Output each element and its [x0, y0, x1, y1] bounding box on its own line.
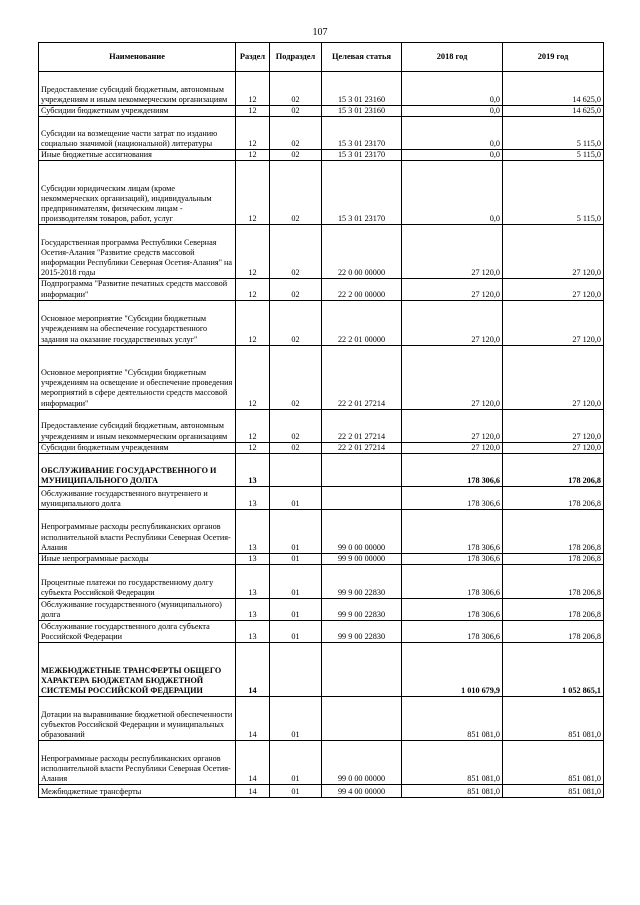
- cell-name: Предоставление субсидий бюджетным, автономным учреждениям и иным некоммерческим организациям: [39, 72, 236, 106]
- cell-2019: 5 115,0: [503, 117, 604, 150]
- cell-name: Основное мероприятие "Субсидии бюджетным учреждениям на освещение и обеспечение проведения мероприятий в сфере деятельности средств массовой информации": [39, 345, 236, 409]
- cell-2019: 851 081,0: [503, 785, 604, 798]
- table-row: [39, 72, 604, 106]
- cell-statya: 22 2 00 00000: [322, 279, 402, 300]
- column-header-podrazdel: Подраздел: [270, 43, 322, 72]
- cell-2019: 27 120,0: [503, 442, 604, 453]
- cell-statya: 99 4 00 00000: [322, 785, 402, 798]
- cell-2019: 27 120,0: [503, 225, 604, 279]
- cell-statya: 15 3 01 23160: [322, 72, 402, 106]
- cell-2019: 178 206,8: [503, 565, 604, 599]
- cell-name: Субсидии юридическим лицам (кроме некоммерческих организаций), индивидуальным предпринимателям, физическим лицам - производителям товаров, работ, услуг: [39, 161, 236, 225]
- table-row: [39, 225, 604, 279]
- cell-razdel: 12: [236, 409, 270, 442]
- cell-statya: 99 9 00 22830: [322, 599, 402, 621]
- table-row: [39, 741, 604, 785]
- cell-statya: [322, 643, 402, 697]
- cell-podrazdel: 01: [270, 599, 322, 621]
- cell-2019: 14 625,0: [503, 106, 604, 117]
- table-row: [39, 487, 604, 510]
- cell-name: Дотации на выравнивание бюджетной обеспеченности субъектов Российской Федерации и муниципальных образований: [39, 697, 236, 741]
- cell-statya: [322, 454, 402, 487]
- cell-razdel: 13: [236, 621, 270, 643]
- cell-2019: 5 115,0: [503, 161, 604, 225]
- cell-razdel: 12: [236, 117, 270, 150]
- cell-name: Обслуживание государственного долга субъекта Российской Федерации: [39, 621, 236, 643]
- cell-podrazdel: 01: [270, 741, 322, 785]
- cell-name: Государственная программа Республики Северная Осетия-Алания "Развитие средств массовой информации Республики Северная Осетия-Алания" на 2015-2018 годы: [39, 225, 236, 279]
- cell-name: МЕЖБЮДЖЕТНЫЕ ТРАНСФЕРТЫ ОБЩЕГО ХАРАКТЕРА БЮДЖЕТАМ БЮДЖЕТНОЙ СИСТЕМЫ РОССИЙСКОЙ ФЕДЕРАЦИИ: [39, 643, 236, 697]
- cell-podrazdel: 01: [270, 697, 322, 741]
- cell-2018: 178 306,6: [402, 510, 503, 554]
- cell-podrazdel: [270, 454, 322, 487]
- cell-statya: 99 0 00 00000: [322, 510, 402, 554]
- cell-name: Обслуживание государственного внутреннего и муниципального долга: [39, 487, 236, 510]
- cell-podrazdel: 02: [270, 409, 322, 442]
- table-row: [39, 454, 604, 487]
- cell-statya: 99 9 00 22830: [322, 621, 402, 643]
- cell-name: Иные непрограммные расходы: [39, 554, 236, 565]
- cell-2018: 27 120,0: [402, 442, 503, 453]
- table-row: [39, 279, 604, 300]
- cell-razdel: 12: [236, 442, 270, 453]
- cell-podrazdel: 02: [270, 106, 322, 117]
- cell-statya: [322, 697, 402, 741]
- cell-razdel: 12: [236, 161, 270, 225]
- table-row: [39, 554, 604, 565]
- cell-razdel: 13: [236, 487, 270, 510]
- cell-podrazdel: 02: [270, 345, 322, 409]
- table-row: [39, 785, 604, 798]
- cell-2019: 5 115,0: [503, 150, 604, 161]
- cell-name: Обслуживание государственного (муниципального) долга: [39, 599, 236, 621]
- table-row: [39, 565, 604, 599]
- cell-2018: 851 081,0: [402, 741, 503, 785]
- cell-statya: 15 3 01 23170: [322, 161, 402, 225]
- table-row: [39, 300, 604, 345]
- cell-podrazdel: 02: [270, 225, 322, 279]
- cell-name: Подпрограмма "Развитие печатных средств массовой информации": [39, 279, 236, 300]
- cell-2019: 14 625,0: [503, 72, 604, 106]
- table-row: [39, 117, 604, 150]
- cell-razdel: 13: [236, 510, 270, 554]
- cell-2018: 0,0: [402, 106, 503, 117]
- cell-2018: 178 306,6: [402, 454, 503, 487]
- cell-name: Процентные платежи по государственному долгу субъекта Российской Федерации: [39, 565, 236, 599]
- cell-name: Субсидии бюджетным учреждениям: [39, 442, 236, 453]
- cell-2019: 178 206,8: [503, 510, 604, 554]
- column-header-statya: Целевая статья: [322, 43, 402, 72]
- cell-razdel: 12: [236, 225, 270, 279]
- cell-razdel: 13: [236, 454, 270, 487]
- table-row: [39, 150, 604, 161]
- cell-statya: 22 2 01 27214: [322, 345, 402, 409]
- cell-razdel: 12: [236, 300, 270, 345]
- cell-2019: 178 206,8: [503, 487, 604, 510]
- cell-2019: 27 120,0: [503, 300, 604, 345]
- cell-statya: 15 3 01 23160: [322, 106, 402, 117]
- cell-2019: 178 206,8: [503, 454, 604, 487]
- cell-2018: 851 081,0: [402, 785, 503, 798]
- cell-2018: 0,0: [402, 161, 503, 225]
- cell-podrazdel: 02: [270, 117, 322, 150]
- cell-2019: 851 081,0: [503, 741, 604, 785]
- cell-statya: 15 3 01 23170: [322, 117, 402, 150]
- cell-statya: 99 9 00 22830: [322, 565, 402, 599]
- cell-2018: 178 306,6: [402, 487, 503, 510]
- cell-2019: 178 206,8: [503, 554, 604, 565]
- cell-2018: 1 010 679,9: [402, 643, 503, 697]
- cell-razdel: 14: [236, 741, 270, 785]
- cell-podrazdel: 02: [270, 150, 322, 161]
- cell-2019: 1 052 865,1: [503, 643, 604, 697]
- table-row: [39, 345, 604, 409]
- page-number: 107: [312, 27, 328, 38]
- cell-name: Иные бюджетные ассигнования: [39, 150, 236, 161]
- cell-statya: 99 0 00 00000: [322, 741, 402, 785]
- table-header-row: [39, 43, 604, 72]
- cell-name: Непрограммные расходы республиканских органов исполнительной власти Республики Северная Осетия-Алания: [39, 741, 236, 785]
- cell-razdel: 14: [236, 785, 270, 798]
- cell-2018: 27 120,0: [402, 345, 503, 409]
- cell-podrazdel: 01: [270, 510, 322, 554]
- cell-podrazdel: 02: [270, 279, 322, 300]
- cell-razdel: 12: [236, 72, 270, 106]
- cell-2019: 178 206,8: [503, 599, 604, 621]
- column-header-2019: 2019 год: [503, 43, 604, 72]
- column-header-razdel: Раздел: [236, 43, 270, 72]
- cell-statya: 22 2 01 27214: [322, 442, 402, 453]
- table-row: [39, 621, 604, 643]
- cell-razdel: 12: [236, 150, 270, 161]
- cell-name: Межбюджетные трансферты: [39, 785, 236, 798]
- table-row: [39, 510, 604, 554]
- cell-podrazdel: 02: [270, 161, 322, 225]
- cell-statya: 22 2 01 00000: [322, 300, 402, 345]
- cell-2018: 178 306,6: [402, 621, 503, 643]
- table-row: [39, 409, 604, 442]
- cell-2019: 27 120,0: [503, 409, 604, 442]
- cell-podrazdel: [270, 643, 322, 697]
- cell-statya: 15 3 01 23170: [322, 150, 402, 161]
- cell-name: Основное мероприятие "Субсидии бюджетным учреждениям на обеспечение государственного задания на оказание государственных услуг": [39, 300, 236, 345]
- cell-razdel: 14: [236, 643, 270, 697]
- table-row: [39, 599, 604, 621]
- cell-name: Субсидии бюджетным учреждениям: [39, 106, 236, 117]
- cell-podrazdel: 01: [270, 487, 322, 510]
- cell-podrazdel: 02: [270, 72, 322, 106]
- cell-statya: 22 0 00 00000: [322, 225, 402, 279]
- table-row: [39, 442, 604, 453]
- cell-statya: 22 2 01 27214: [322, 409, 402, 442]
- cell-podrazdel: 01: [270, 554, 322, 565]
- table-row: [39, 161, 604, 225]
- table-row: [39, 106, 604, 117]
- cell-2018: 851 081,0: [402, 697, 503, 741]
- budget-table: [38, 42, 604, 798]
- cell-2018: 0,0: [402, 72, 503, 106]
- cell-2018: 178 306,6: [402, 554, 503, 565]
- cell-razdel: 13: [236, 554, 270, 565]
- cell-podrazdel: 02: [270, 300, 322, 345]
- cell-2019: 27 120,0: [503, 345, 604, 409]
- cell-2018: 27 120,0: [402, 300, 503, 345]
- cell-2018: 0,0: [402, 117, 503, 150]
- cell-name: ОБСЛУЖИВАНИЕ ГОСУДАРСТВЕННОГО И МУНИЦИПАЛЬНОГО ДОЛГА: [39, 454, 236, 487]
- table-row: [39, 697, 604, 741]
- cell-razdel: 12: [236, 345, 270, 409]
- cell-2018: 27 120,0: [402, 225, 503, 279]
- cell-2019: 27 120,0: [503, 279, 604, 300]
- cell-2018: 178 306,6: [402, 565, 503, 599]
- cell-podrazdel: 01: [270, 621, 322, 643]
- cell-2018: 27 120,0: [402, 279, 503, 300]
- cell-name: Предоставление субсидий бюджетным, автономным учреждениям и иным некоммерческим организациям: [39, 409, 236, 442]
- cell-2019: 178 206,8: [503, 621, 604, 643]
- cell-2018: 178 306,6: [402, 599, 503, 621]
- cell-podrazdel: 02: [270, 442, 322, 453]
- cell-razdel: 12: [236, 279, 270, 300]
- cell-statya: 99 9 00 00000: [322, 554, 402, 565]
- column-header-name: Наименование: [39, 43, 236, 72]
- cell-razdel: 14: [236, 697, 270, 741]
- cell-name: Субсидии на возмещение части затрат по изданию социально значимой (национальной) литературы: [39, 117, 236, 150]
- cell-podrazdel: 01: [270, 565, 322, 599]
- cell-name: Непрограммные расходы республиканских органов исполнительной власти Республики Северная Осетия-Алания: [39, 510, 236, 554]
- cell-podrazdel: 01: [270, 785, 322, 798]
- cell-2018: 0,0: [402, 150, 503, 161]
- cell-2019: 851 081,0: [503, 697, 604, 741]
- cell-razdel: 12: [236, 106, 270, 117]
- column-header-2018: 2018 год: [402, 43, 503, 72]
- cell-razdel: 13: [236, 565, 270, 599]
- cell-statya: [322, 487, 402, 510]
- table-row: [39, 643, 604, 697]
- cell-2018: 27 120,0: [402, 409, 503, 442]
- table-body: [39, 72, 604, 798]
- cell-razdel: 13: [236, 599, 270, 621]
